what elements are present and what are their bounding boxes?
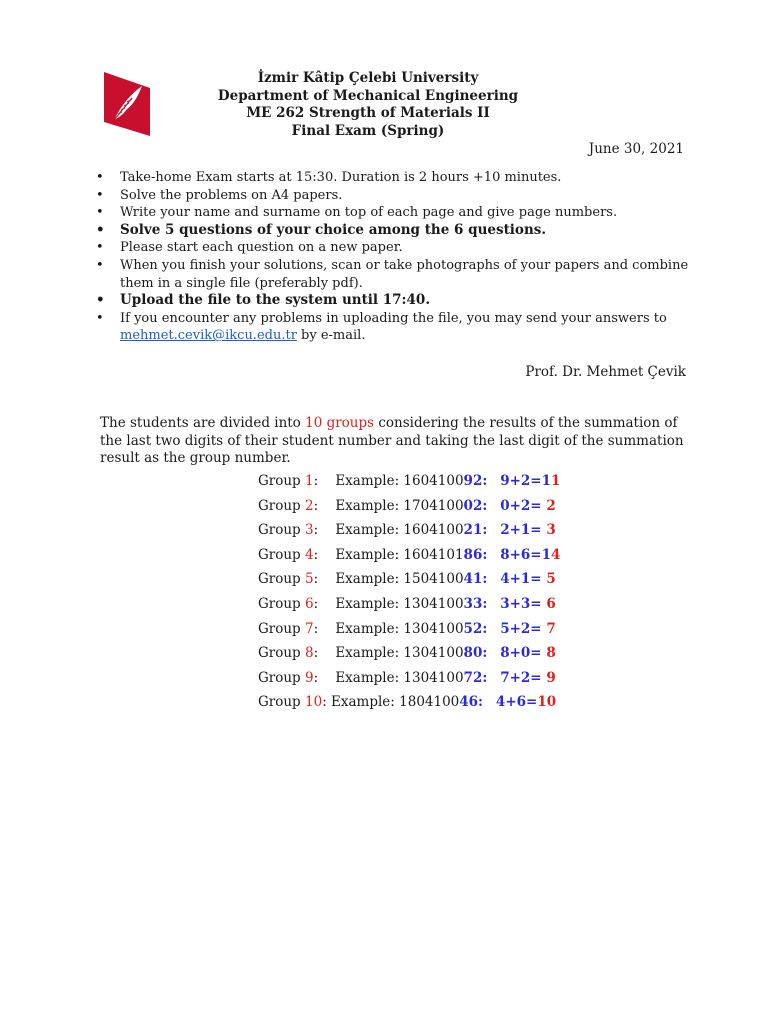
grouping-intro: [100, 415, 690, 468]
group-number: 3: [305, 522, 314, 539]
exam-title: Final Exam (Spring): [291, 122, 445, 139]
instruction-item: • Please start each question on a new paper.: [96, 240, 403, 256]
instruction-item: • Take-home Exam starts at 15:30. Duration is 2 hours +10 minutes.: [96, 170, 562, 185]
group-example: Example: 1604101: [335, 546, 464, 563]
instruction-text: If you encounter any problems in uploading the file, you may send your answers to: [120, 310, 667, 326]
group-sep: :: [313, 522, 336, 539]
group-result: 2: [546, 497, 556, 514]
group-row: [258, 472, 560, 497]
group-label: Group: [258, 620, 305, 637]
group-label: Group: [258, 473, 305, 489]
instruction-text: Solve the problems on A4 papers.: [120, 187, 343, 203]
group-digits: 72:: [463, 669, 488, 686]
group-result: 7: [546, 620, 556, 637]
group-row: [258, 620, 560, 645]
group-label: Group: [258, 571, 305, 588]
instruction-list: [96, 169, 696, 345]
group-number: 10: [305, 694, 323, 711]
intro-text: considering the results of the summation of the last two digits of their student number and taking the last digit of the summation result as the group number.: [100, 415, 684, 466]
group-digits: 41:: [463, 571, 488, 588]
group-digits: 46:: [459, 694, 484, 711]
group-result: 4: [551, 546, 561, 563]
group-example: Example: 1304100: [335, 595, 464, 612]
group-example: Example: 1704100: [335, 497, 464, 514]
group-row: [258, 693, 560, 718]
group-sum: 2+1=: [500, 522, 547, 539]
group-sum: 9+2=1: [500, 473, 552, 489]
group-list: [258, 472, 560, 718]
group-sum: 4+1=: [500, 571, 547, 588]
group-sum: 5+2=: [500, 620, 547, 637]
group-number: 8: [305, 645, 314, 662]
group-result: 9: [546, 669, 556, 686]
instruction-text: Solve 5 questions of your choice among the 6 questions.: [120, 221, 547, 238]
group-sum: 0+2=: [500, 497, 547, 514]
group-row: [258, 669, 560, 694]
group-digits: 52:: [463, 620, 488, 637]
exam-date: June 30, 2021: [588, 141, 684, 157]
instruction-text: Take-home Exam starts at 15:30. Duration is 2 hours +10 minutes.: [120, 170, 562, 185]
intro-text: The students are divided into: [100, 415, 306, 431]
group-sep: :: [313, 645, 336, 662]
group-row: [258, 521, 560, 546]
instruction-item: • Solve 5 questions of your choice among the 6 questions.: [96, 221, 547, 238]
group-label: Group: [258, 595, 305, 612]
group-label: Group: [258, 645, 305, 662]
group-digits: 33:: [463, 595, 488, 612]
department-name: Department of Mechanical Engineering: [217, 87, 519, 104]
group-sep: :: [313, 546, 336, 563]
group-sep: :: [322, 694, 332, 711]
group-sum: 4+6=: [495, 694, 538, 711]
group-sum: 8+6=1: [500, 546, 552, 563]
group-number: 2: [305, 497, 314, 514]
group-number: 5: [305, 571, 314, 588]
group-digits: 02:: [463, 497, 488, 514]
group-row: [258, 570, 560, 595]
instruction-item: • Upload the file to the system until 17:40.: [96, 292, 431, 309]
instruction-item: • Solve the problems on A4 papers.: [96, 187, 343, 203]
signature: Prof. Dr. Mehmet Çevik: [525, 364, 686, 380]
group-label: Group: [258, 546, 305, 563]
group-number: 6: [305, 595, 314, 612]
instruction-item: • When you finish your solutions, scan or take photographs of your papers and combine them in a single file (preferably pdf).: [96, 257, 689, 291]
group-sep: :: [313, 620, 336, 637]
university-name: İzmir Kâtip Çelebi University: [257, 70, 479, 86]
group-row: [258, 546, 560, 571]
group-result: 5: [546, 571, 556, 588]
group-sep: :: [313, 669, 336, 686]
group-number: 1: [305, 473, 314, 489]
group-sum: 7+2=: [500, 669, 547, 686]
group-example: Example: 1304100: [335, 645, 464, 662]
group-example: Example: 1304100: [335, 620, 464, 637]
group-row: [258, 595, 560, 620]
group-row: [258, 497, 560, 522]
instruction-text: Upload the file to the system until 17:40.: [120, 292, 431, 309]
email-link[interactable]: mehmet.cevik@ikcu.edu.tr: [120, 328, 297, 344]
group-sum: 8+0=: [500, 645, 547, 662]
instruction-text: by e-mail.: [296, 328, 366, 344]
group-result: 3: [546, 522, 556, 539]
group-digits: 80:: [463, 645, 488, 662]
group-sep: :: [313, 497, 336, 514]
group-label: Group: [258, 669, 305, 686]
group-example: Example: 1804100: [331, 694, 460, 711]
intro-highlight: 10 groups: [305, 415, 375, 431]
group-example: Example: 1504100: [335, 571, 464, 588]
group-sep: :: [313, 473, 336, 489]
group-digits: 21:: [463, 522, 488, 539]
group-result: 10: [537, 694, 557, 711]
feather-logo-icon: [102, 70, 152, 138]
group-sum: 3+3=: [500, 595, 547, 612]
instruction-text: When you finish your solutions, scan or take photographs of your papers and combine them in a single file (preferably pdf).: [120, 257, 689, 291]
exam-header: [200, 70, 536, 140]
group-label: Group: [258, 522, 305, 539]
group-label: Group: [258, 497, 305, 514]
instruction-item: • Write your name and surname on top of each page and give page numbers.: [96, 205, 618, 221]
group-digits: 92:: [463, 473, 488, 489]
group-digits: 86:: [463, 546, 488, 563]
group-label: Group: [258, 694, 305, 711]
group-number: 7: [305, 620, 314, 637]
instruction-text: Please start each question on a new paper.: [120, 240, 403, 256]
group-example: Example: 1604100: [335, 522, 464, 539]
instruction-item-email: • If you encounter any problems in uploading the file, you may send your answers to mehmet.cevik@ikcu.edu.tr by e-mail.: [96, 310, 667, 344]
group-number: 9: [305, 669, 314, 686]
group-result: 1: [551, 473, 561, 489]
group-sep: :: [313, 571, 336, 588]
group-number: 4: [305, 546, 314, 563]
group-row: [258, 644, 560, 669]
course-title: ME 262 Strength of Materials II: [246, 105, 490, 121]
group-result: 6: [546, 595, 556, 612]
university-logo: [102, 70, 152, 138]
group-example: Example: 1604100: [335, 473, 464, 489]
group-example: Example: 1304100: [335, 669, 464, 686]
instruction-text: Write your name and surname on top of each page and give page numbers.: [120, 205, 618, 221]
group-result: 8: [546, 645, 556, 662]
group-sep: :: [313, 595, 336, 612]
